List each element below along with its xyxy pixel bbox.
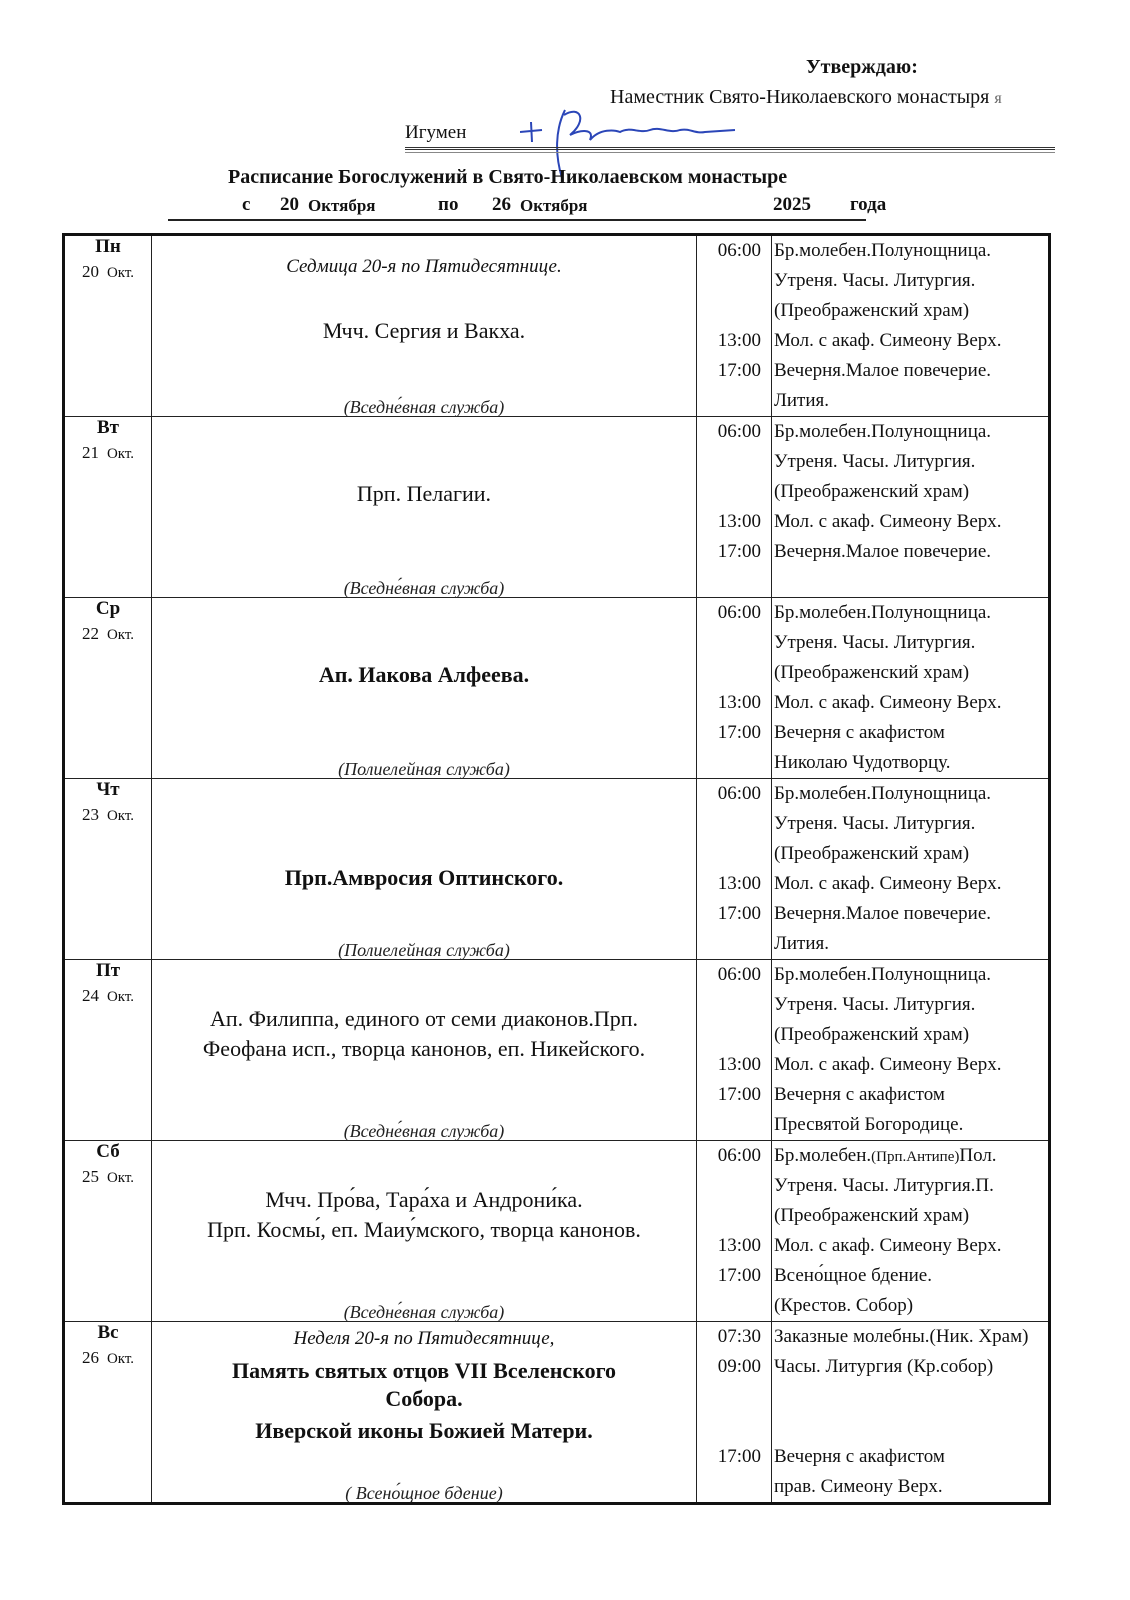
feast-name: Собора.: [385, 1386, 463, 1411]
feast-cell: [152, 960, 697, 1141]
service-item: Всено́щное бдение.: [774, 1265, 932, 1286]
service-time: 17:00: [717, 541, 761, 562]
times-cell: [697, 779, 772, 960]
service-time: [697, 990, 771, 1020]
document-title: Расписание Богослужений в Свято-Николаевском монастыре: [228, 166, 788, 188]
service-time: [697, 1201, 771, 1231]
period-from-day: 20: [280, 194, 299, 215]
service-item: Мол. с акаф. Симеону Верх.: [774, 330, 1002, 351]
feast-prefix: Неделя 20-я по Пятидесятнице,: [293, 1328, 555, 1349]
period-to-month: Октября: [520, 196, 588, 215]
service-time: [697, 1472, 771, 1502]
service-item: Бр.молебен.Полунощница.: [774, 240, 992, 261]
times-cell: [697, 960, 772, 1141]
service-item: Утреня. Часы. Литургия.: [774, 632, 976, 653]
service-item: Пресвятой Богородице.: [774, 1114, 964, 1135]
service-item: Часы. Литургия (Кр.собор): [774, 1356, 994, 1377]
service-item: (Крестов. Собор): [774, 1295, 914, 1316]
service-text: Бр.молебен.: [774, 1145, 872, 1166]
day-row: [64, 417, 1050, 598]
day-of-week: Вс: [97, 1322, 119, 1343]
service-time: [697, 839, 771, 869]
signature-line: [405, 147, 1055, 150]
times-cell: [697, 235, 772, 417]
period-to-day: 26: [492, 194, 511, 215]
service-time: 17:00: [717, 1265, 761, 1286]
feast-cell: [152, 779, 697, 960]
day-number: 23: [81, 805, 99, 824]
feast-name: Прп.Амвросия Оптинского.: [284, 865, 564, 890]
service-item: [772, 1141, 1048, 1171]
service-time: 13:00: [717, 511, 761, 532]
service-time: 06:00: [717, 421, 761, 442]
day-month: Окт.: [106, 265, 135, 281]
service-item: Заказные молебны.(Ник. Храм): [774, 1326, 1029, 1347]
day-cell: [64, 235, 152, 417]
service-time: 13:00: [717, 1054, 761, 1075]
service-item: Бр.молебен.Полунощница.: [774, 964, 992, 985]
services-cell: [772, 1322, 1050, 1504]
day-number: 22: [81, 624, 99, 643]
service-time: 06:00: [717, 602, 761, 623]
service-item: (Преображенский храм): [774, 1024, 970, 1045]
service-time: 07:30: [717, 1326, 761, 1347]
services-cell: [772, 417, 1050, 598]
service-tail: Пол.: [959, 1145, 997, 1166]
period-year: 2025: [773, 194, 811, 215]
services-cell: [772, 1141, 1050, 1322]
day-cell: [64, 1141, 152, 1322]
day-cell: [64, 779, 152, 960]
feast-cell: [152, 598, 697, 779]
feast-cell: [152, 1141, 697, 1322]
service-time: [697, 477, 771, 507]
service-time: 17:00: [717, 1446, 761, 1467]
times-cell: [697, 598, 772, 779]
service-time: [697, 1412, 771, 1442]
feast-cell: [152, 235, 697, 417]
day-number: 21: [81, 443, 99, 462]
day-row: [64, 235, 1050, 417]
day-cell: [64, 1322, 152, 1504]
day-month: Окт.: [106, 1351, 135, 1367]
service-time: [697, 567, 771, 597]
day-row: [64, 598, 1050, 779]
service-item: (Преображенский храм): [774, 843, 970, 864]
feast-name: Память святых отцов VII Вселенского: [231, 1358, 617, 1383]
service-time: [697, 1291, 771, 1321]
feast-cell: [152, 1322, 697, 1504]
services-cell: [772, 779, 1050, 960]
service-rank: (Полиелейная служба): [338, 759, 510, 779]
service-time: [697, 266, 771, 296]
service-item: Вечерня с акафистом: [774, 722, 945, 743]
vicar-text: Наместник Свято-Николаевского монастыря: [610, 86, 990, 108]
service-item: Николаю Чудотворцу.: [774, 752, 951, 773]
service-item: Мол. с акаф. Симеону Верх.: [774, 1054, 1002, 1075]
service-time: [697, 748, 771, 778]
service-item: Лития.: [774, 390, 830, 411]
feast-name: Мчч. Сергия и Вакха.: [322, 318, 526, 343]
feast-name: Мчч. Про́ва, Тара́ха и Андрони́ка.: [265, 1187, 583, 1212]
service-item: Утреня. Часы. Литургия.П.: [774, 1175, 994, 1196]
service-time: [697, 628, 771, 658]
abbot-label: Игумен: [405, 122, 467, 143]
service-item: Вечерня.Малое повечерие.: [774, 541, 991, 562]
day-month: Окт.: [106, 808, 135, 824]
service-time: [697, 809, 771, 839]
service-time: 06:00: [717, 1145, 761, 1166]
service-item: Мол. с акаф. Симеону Верх.: [774, 1235, 1002, 1256]
day-row: [64, 779, 1050, 960]
service-item: (Преображенский храм): [774, 1205, 970, 1226]
service-item: Бр.молебен.Полунощница.: [774, 602, 992, 623]
service-rank: ( Всено́щное бдение): [345, 1483, 503, 1503]
service-item: Утреня. Часы. Литургия.: [774, 270, 976, 291]
day-month: Окт.: [106, 989, 135, 1005]
service-item: Мол. с акаф. Симеону Верх.: [774, 873, 1002, 894]
service-rank: (Вседне́вная служба): [343, 578, 505, 598]
service-item: Утреня. Часы. Литургия.: [774, 813, 976, 834]
service-item: [772, 567, 1048, 597]
service-item: Вечерня с акафистом: [774, 1446, 945, 1467]
service-time: 06:00: [717, 783, 761, 804]
service-time: [697, 447, 771, 477]
service-rank: (Вседне́вная служба): [343, 1121, 505, 1141]
approval-heading: Утверждаю:: [806, 56, 918, 78]
day-cell: [64, 960, 152, 1141]
feast-cell: [152, 417, 697, 598]
day-cell: [64, 598, 152, 779]
period-underline: [168, 219, 866, 221]
service-item: [772, 1412, 1048, 1442]
day-number: 25: [81, 1167, 99, 1186]
service-time: 17:00: [717, 360, 761, 381]
service-item: (Преображенский храм): [774, 481, 970, 502]
feast-name: Прп. Космы́, еп. Маиу́мского, творца канонов.: [207, 1217, 641, 1242]
day-of-week: Чт: [96, 779, 120, 800]
services-cell: [772, 960, 1050, 1141]
period-year-label: года: [850, 194, 887, 215]
day-of-week: Пн: [95, 236, 121, 257]
service-item: (Преображенский храм): [774, 300, 970, 321]
feast-name: Ап. Филиппа, единого от семи диаконов.Прп.: [209, 1006, 638, 1031]
times-cell: [697, 1141, 772, 1322]
signature-line-under: [405, 152, 1055, 153]
service-time: [697, 296, 771, 326]
feast-name: Прп. Пелагии.: [356, 481, 492, 506]
day-row: [64, 1322, 1050, 1504]
service-time: 17:00: [717, 903, 761, 924]
service-item: (Преображенский храм): [774, 662, 970, 683]
service-time: 13:00: [717, 692, 761, 713]
service-time: [697, 1110, 771, 1140]
day-row: [64, 1141, 1050, 1322]
day-month: Окт.: [106, 1170, 135, 1186]
day-row: [64, 960, 1050, 1141]
service-time: 13:00: [717, 330, 761, 351]
service-time: 13:00: [717, 873, 761, 894]
service-item: Утреня. Часы. Литургия.: [774, 451, 976, 472]
times-cell: [697, 417, 772, 598]
period-from-month: Октября: [308, 196, 376, 215]
day-of-week: Сб: [96, 1141, 120, 1162]
service-time: 13:00: [717, 1235, 761, 1256]
service-time: 09:00: [717, 1356, 761, 1377]
service-item: Утреня. Часы. Литургия.: [774, 994, 976, 1015]
service-item: Вечерня.Малое повечерие.: [774, 360, 991, 381]
schedule-table: [62, 233, 1051, 1505]
service-time: [697, 1020, 771, 1050]
service-item: Бр.молебен.Полунощница.: [774, 783, 992, 804]
service-time: 06:00: [717, 964, 761, 985]
period-from-label: с: [242, 194, 251, 215]
feast-prefix: Седмица 20-я по Пятидесятнице.: [286, 256, 562, 277]
service-rank: (Полиелейная служба): [338, 940, 510, 960]
service-rank: (Вседне́вная служба): [343, 397, 505, 417]
day-number: 26: [81, 1348, 99, 1367]
service-time: 17:00: [717, 1084, 761, 1105]
service-item: [772, 1382, 1048, 1412]
service-item: прав. Симеону Верх.: [774, 1476, 943, 1497]
service-time: [697, 658, 771, 688]
service-item: Вечерня с акафистом: [774, 1084, 945, 1105]
service-time: [697, 929, 771, 959]
day-month: Окт.: [106, 627, 135, 643]
service-item: Мол. с акаф. Симеону Верх.: [774, 511, 1002, 532]
day-number: 20: [81, 262, 99, 281]
day-number: 24: [81, 986, 99, 1005]
feast-name: Ап. Иакова Алфеева.: [318, 662, 530, 687]
service-time: 17:00: [717, 722, 761, 743]
service-time: [697, 1171, 771, 1201]
services-cell: [772, 598, 1050, 779]
service-note: (Прп.Антипе): [871, 1149, 960, 1165]
feast-name: Феофана исп., творца канонов, еп. Никейского.: [202, 1036, 646, 1061]
service-rank: (Вседне́вная служба): [343, 1302, 505, 1322]
service-item: Вечерня.Малое повечерие.: [774, 903, 991, 924]
feast-name: Иверской иконы Божией Матери.: [255, 1418, 593, 1443]
services-cell: [772, 235, 1050, 417]
day-of-week: Ср: [95, 598, 121, 619]
service-item: Бр.молебен.Полунощница.: [774, 421, 992, 442]
day-month: Окт.: [106, 446, 135, 462]
service-item: Мол. с акаф. Симеону Верх.: [774, 692, 1002, 713]
service-time: [697, 386, 771, 416]
service-time: [697, 1382, 771, 1412]
service-item: Лития.: [774, 933, 830, 954]
day-of-week: Вт: [96, 417, 119, 438]
day-of-week: Пт: [95, 960, 121, 981]
vicar-tail: я: [994, 90, 1002, 107]
times-cell: [697, 1322, 772, 1504]
day-cell: [64, 417, 152, 598]
service-time: 06:00: [717, 240, 761, 261]
period-to-label: по: [438, 194, 459, 215]
